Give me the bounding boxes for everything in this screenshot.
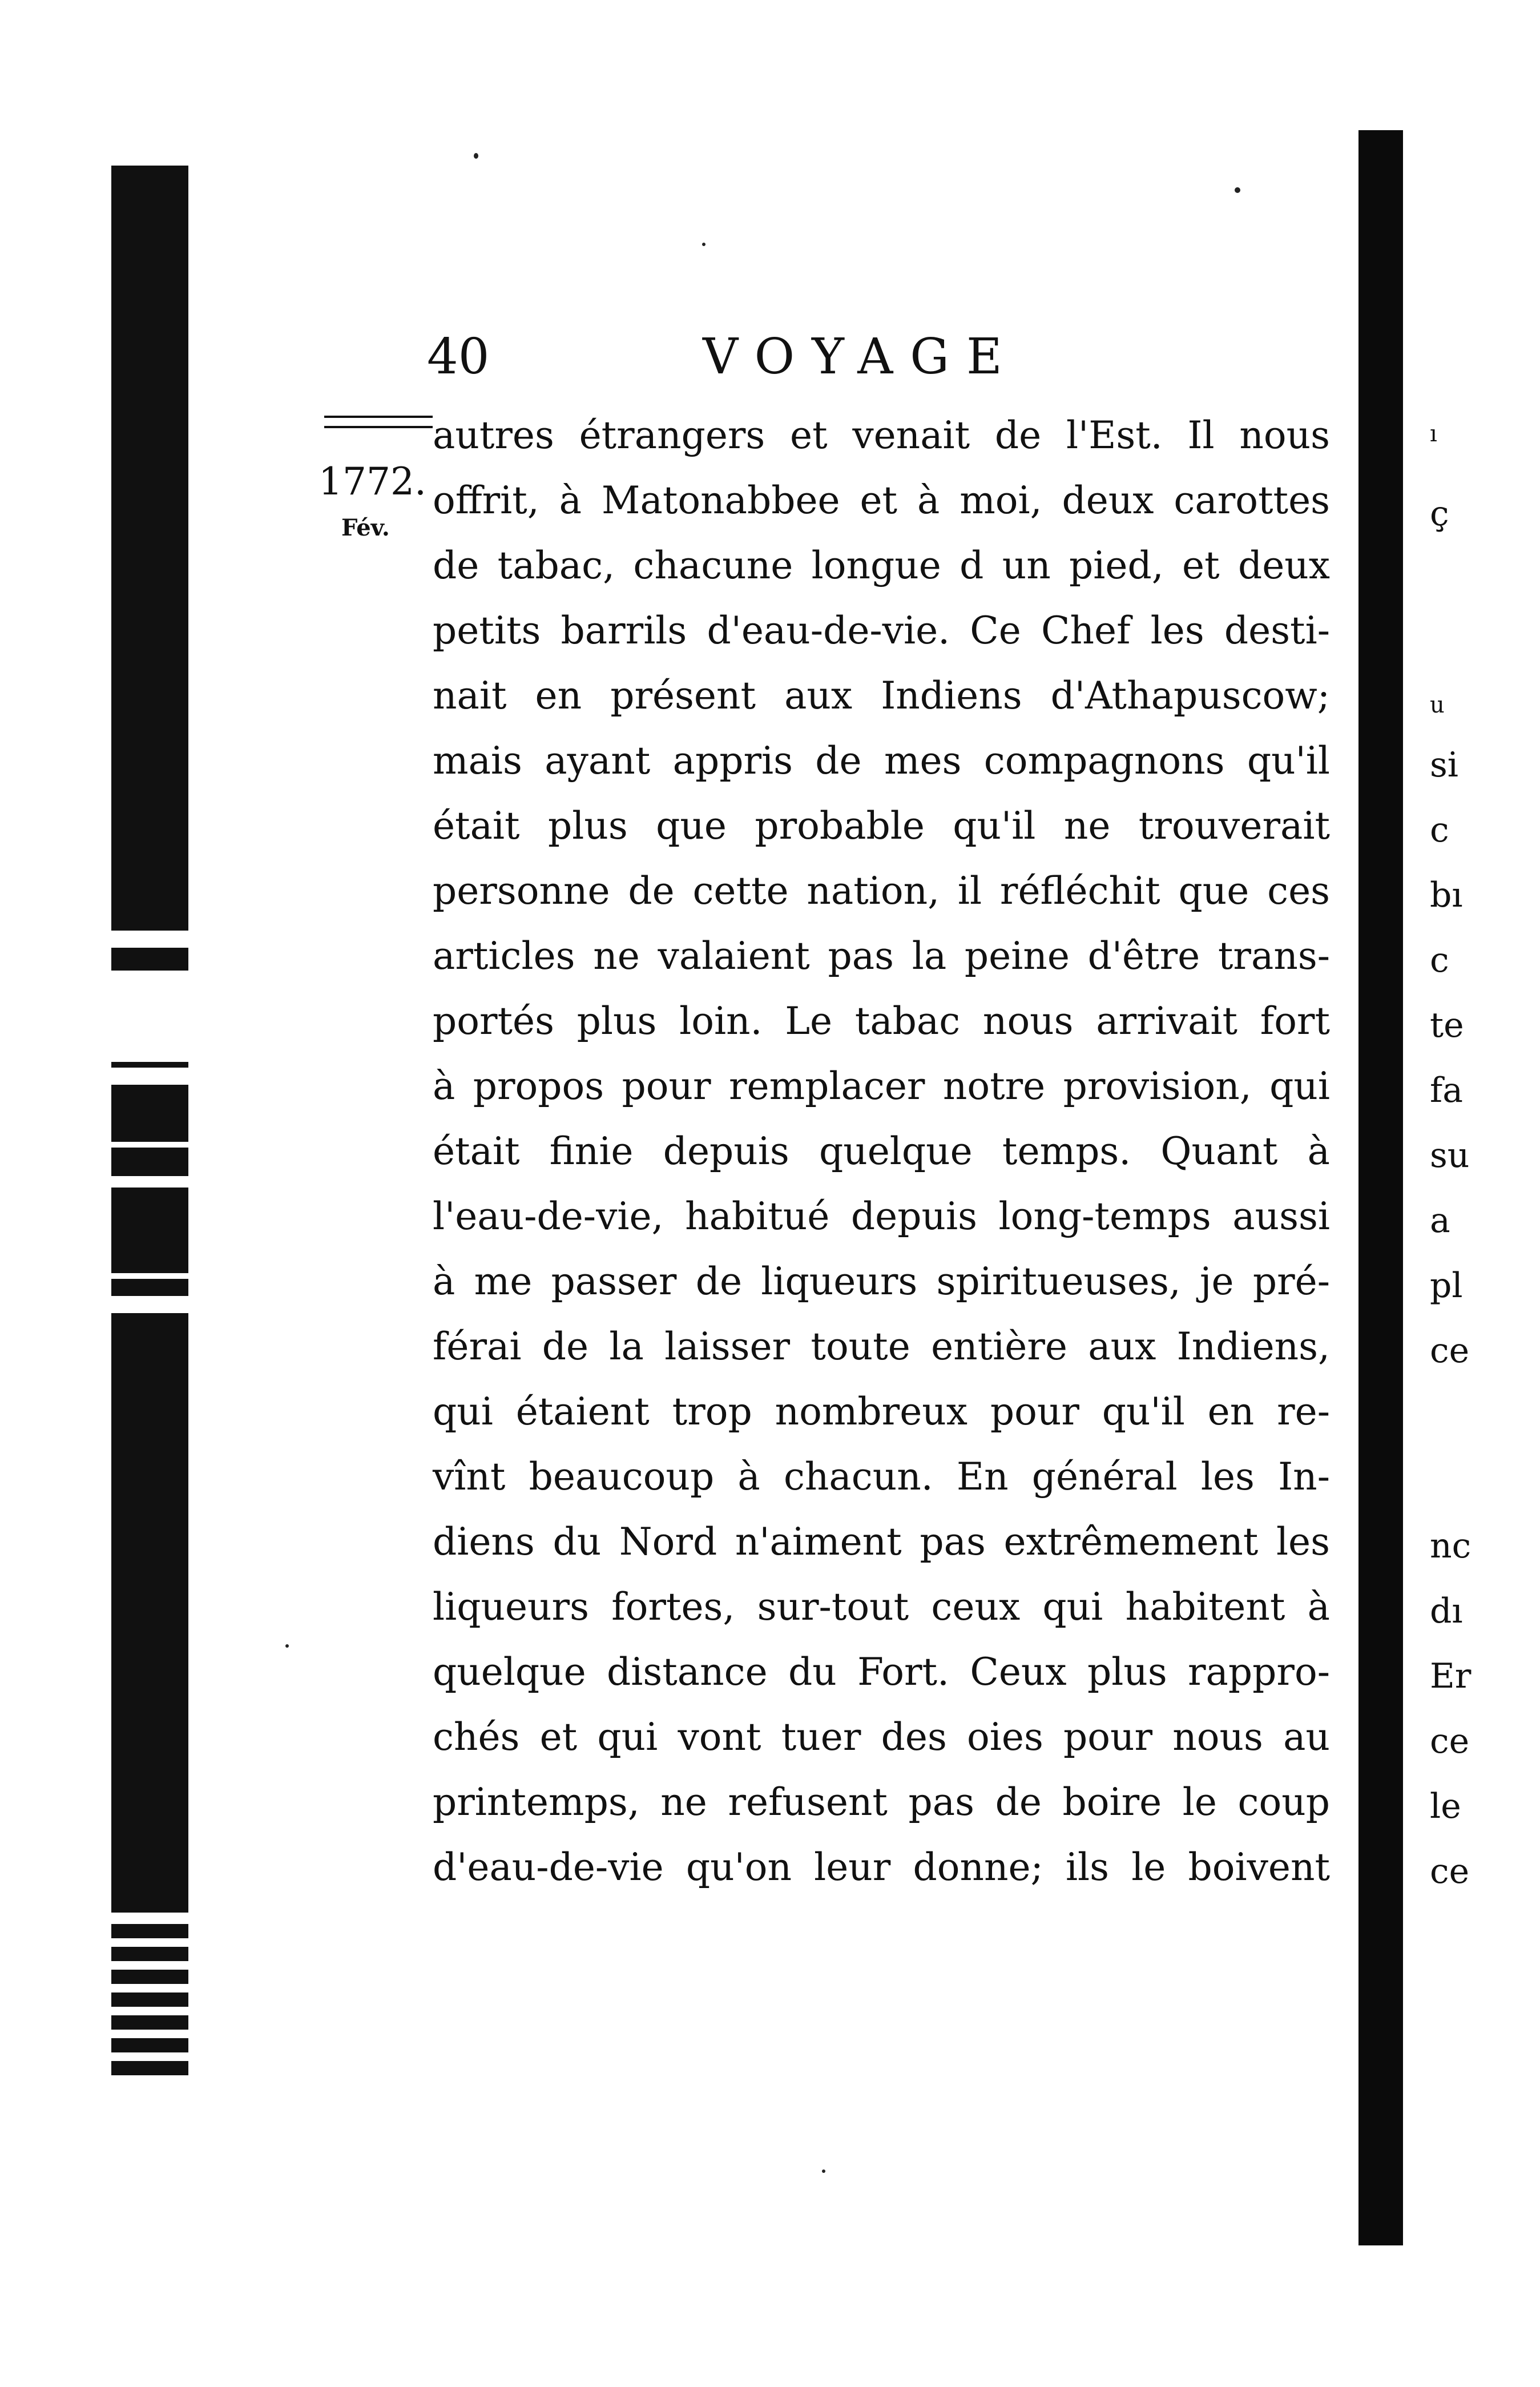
text-line: qui étaient trop nombreux pour qu'il en re- — [433, 1390, 1330, 1434]
running-title: VOYAGE — [703, 328, 1019, 385]
fragment-text: fa — [1430, 1070, 1463, 1110]
fragment-text: c — [1430, 940, 1449, 980]
text-line: mais ayant appris de mes compagnons qu'il — [433, 739, 1330, 783]
page-header — [427, 325, 1186, 388]
fragment-text: ı — [1430, 421, 1437, 447]
margin-month: Fév. — [341, 514, 390, 541]
fragment-text: c — [1430, 810, 1449, 850]
fragment-text: bı — [1430, 875, 1463, 915]
fragment-text: ce — [1430, 1721, 1470, 1761]
text-line: férai de la laisser toute entière aux Indiens, — [433, 1325, 1330, 1368]
fragment-text: Er — [1430, 1656, 1472, 1696]
text-line: offrit, à Matonabbee et à moi, deux carottes — [433, 478, 1330, 522]
text-line: diens du Nord n'aiment pas extrêmement les — [433, 1520, 1330, 1564]
right-binding-bar — [1358, 130, 1403, 2245]
fragment-text: ce — [1430, 1851, 1470, 1891]
text-line: de tabac, chacune longue d un pied, et deux — [433, 544, 1330, 587]
page-number: 40 — [427, 328, 490, 385]
text-line: était finie depuis quelque temps. Quant à — [433, 1129, 1330, 1173]
fragment-text: dı — [1430, 1591, 1463, 1631]
fragment-text: ç — [1430, 494, 1449, 534]
fragment-text: a — [1430, 1201, 1450, 1241]
fragment-text: su — [1430, 1136, 1470, 1176]
text-line: à propos pour remplacer notre provision, qui — [433, 1064, 1330, 1108]
text-line: l'eau-de-vie, habitué depuis long-temps aussi — [433, 1194, 1330, 1238]
fragment-text: le — [1430, 1786, 1461, 1826]
text-line: articles ne valaient pas la peine d'être trans- — [433, 934, 1330, 978]
fragment-text: nc — [1430, 1526, 1472, 1566]
text-line: chés et qui vont tuer des oies pour nous au — [433, 1715, 1330, 1759]
text-line: liqueurs fortes, sur-tout ceux qui habitent à — [433, 1585, 1330, 1629]
fragment-text: pl — [1430, 1266, 1463, 1306]
body-text — [433, 403, 1330, 1900]
fragment-text: si — [1430, 745, 1458, 785]
text-line: petits barrils d'eau-de-vie. Ce Chef les desti- — [433, 609, 1330, 653]
margin-rule — [324, 416, 433, 428]
text-line: printemps, ne refusent pas de boire le coup — [433, 1780, 1330, 1824]
text-line: était plus que probable qu'il ne trouverait — [433, 804, 1330, 848]
fragment-text: ce — [1430, 1331, 1470, 1371]
margin-year: 1772. — [319, 460, 426, 504]
text-line: quelque distance du Fort. Ceux plus rappro- — [433, 1650, 1330, 1694]
text-line: d'eau-de-vie qu'on leur donne; ils le boivent — [433, 1845, 1330, 1889]
text-line: portés plus loin. Le tabac nous arrivait fort — [433, 999, 1330, 1043]
text-line: à me passer de liqueurs spiritueuses, je pré- — [433, 1259, 1330, 1303]
text-line: nait en présent aux Indiens d'Athapuscow; — [433, 674, 1330, 718]
text-line: vînt beaucoup à chacun. En général les In- — [433, 1455, 1330, 1499]
fragment-text: te — [1430, 1005, 1464, 1045]
fragment-text: u — [1430, 692, 1445, 718]
text-line: autres étrangers et venait de l'Est. Il nous — [433, 413, 1330, 457]
text-line: personne de cette nation, il réfléchit que ces — [433, 869, 1330, 913]
